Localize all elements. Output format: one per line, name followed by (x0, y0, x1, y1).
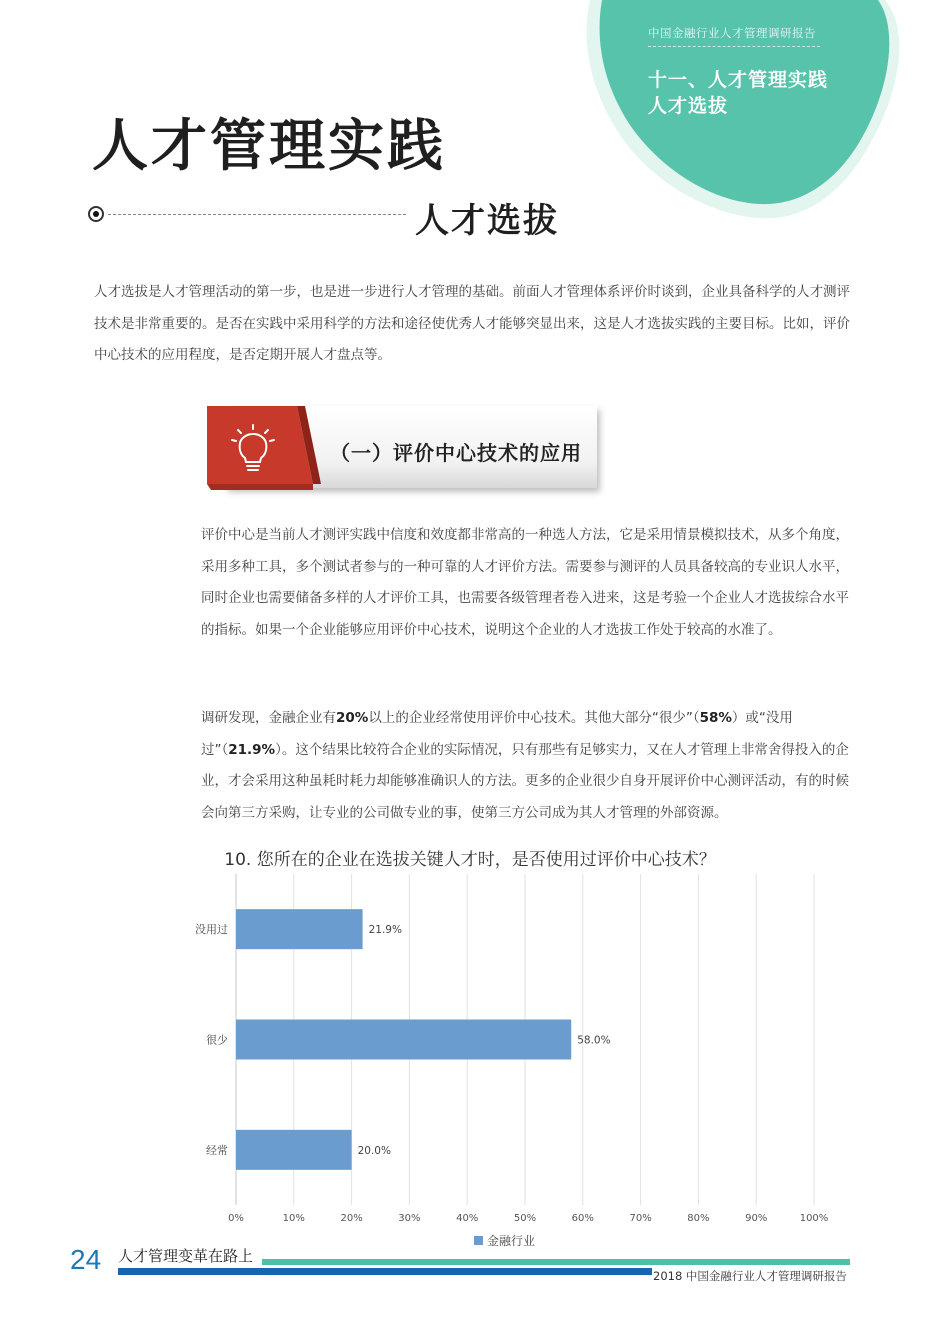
section-paragraph-2 (201, 703, 853, 829)
value-label: 20.0% (357, 1144, 391, 1157)
page-number: 24 (70, 1244, 102, 1275)
chart-title: 10. 您所在的企业在选拔关键人才时，是否使用过评价中心技术？ (224, 850, 716, 870)
legend-swatch (474, 1236, 483, 1245)
x-tick-label: 60% (571, 1213, 594, 1224)
lightbulb-icon (230, 424, 276, 478)
para2-highlight-21-9: 21.9% (228, 741, 276, 758)
category-label: 很少 (206, 1033, 228, 1047)
para2-text-c: 以上的企业经常使用评价中心技术。其他大部分“很少”（ (368, 710, 700, 726)
header-divider (648, 46, 820, 47)
para2-highlight-20: 20% (336, 710, 369, 726)
page-title: 人才管理实践 (92, 113, 446, 179)
value-label: 58.0% (577, 1034, 611, 1047)
bar-chart (0, 860, 940, 1230)
para2-text-a: 调研发现，金融企业有 (201, 710, 336, 726)
intro-paragraph: 人才选拔是人才管理活动的第一步，也是进一步进行人才管理的基础。前面人才管理体系评价时谈到，企业具备科学的人才测评技术是非常重要的。是否在实践中采用科学的方法和途径使优秀人才能够突显出来，这是人才选拔实践的主要目标。比如，评价中心技术的应用程度，是否定期开展人才盘点等。 (94, 284, 850, 363)
bullet-icon (88, 206, 104, 222)
category-label: 经常 (206, 1143, 228, 1157)
category-label: 没用过 (195, 923, 228, 937)
legend-label: 金融行业 (487, 1234, 536, 1248)
x-tick-label: 70% (629, 1213, 652, 1224)
section-heading-line2: 人才选拔 (648, 95, 729, 117)
footer-bar-teal (262, 1259, 850, 1265)
x-tick-label: 80% (687, 1213, 710, 1224)
chart-x-ticks (228, 1213, 828, 1224)
para2-text-g: ）。这个结果比较符合企业的实际情况，只有那些有足够实力，又在人才管理上非常舍得投入的企业，才会采用这种虽耗时耗力却能够准确识人的方法。更多的企业很少自身开展评价中心测评活动，有的时候会向第三方采购，让专业的公司做专业的事，使第三方公司成为其人才管理的外部资源。 (201, 741, 849, 821)
x-tick-label: 40% (456, 1213, 479, 1224)
report-title-top: 中国金融行业人才管理调研报告 (648, 26, 816, 40)
value-label: 21.9% (368, 924, 402, 937)
title-divider (108, 214, 406, 215)
bar (236, 1130, 352, 1170)
section-heading-line1: 十一、人才管理实践 (648, 69, 829, 91)
para2-highlight-58: 58% (699, 710, 732, 726)
para2-text-e: ）或“没用过”（ (201, 710, 793, 758)
x-tick-label: 20% (340, 1213, 363, 1224)
section-paragraph-1: 评价中心是当前人才测评实践中信度和效度都非常高的一种选人方法，它是采用情景模拟技术，从多个角度，采用多种工具，多个测试者参与的一种可靠的人才评价方法。需要参与测评的人员具备较高的专业识人水平，同时企业也需要储备多样的人才评价工具，也需要各级管理者卷入进来，这是考验一个企业人才选拔综合水平的指标。如果一个企业能够应用评价中心技术，说明这个企业的人才选拔工作处于较高的水准了。 (201, 527, 849, 638)
x-tick-label: 90% (745, 1213, 768, 1224)
section-title: （一）评价中心技术的应用 (330, 441, 582, 465)
x-tick-label: 100% (799, 1213, 829, 1224)
x-tick-label: 10% (282, 1213, 305, 1224)
x-tick-label: 50% (513, 1213, 537, 1224)
x-tick-label: 30% (398, 1213, 421, 1224)
chart-legend (474, 1232, 535, 1249)
bar (236, 909, 363, 949)
footer-bar-blue (118, 1268, 652, 1275)
x-tick-label: 0% (228, 1213, 244, 1224)
footer-caption: 人才管理变革在路上 (118, 1247, 254, 1265)
chart-bars (195, 909, 611, 1170)
page-subtitle: 人才选拔 (415, 201, 559, 241)
bar (236, 1020, 571, 1060)
footer-report-title: 2018 中国金融行业人才管理调研报告 (653, 1269, 847, 1283)
